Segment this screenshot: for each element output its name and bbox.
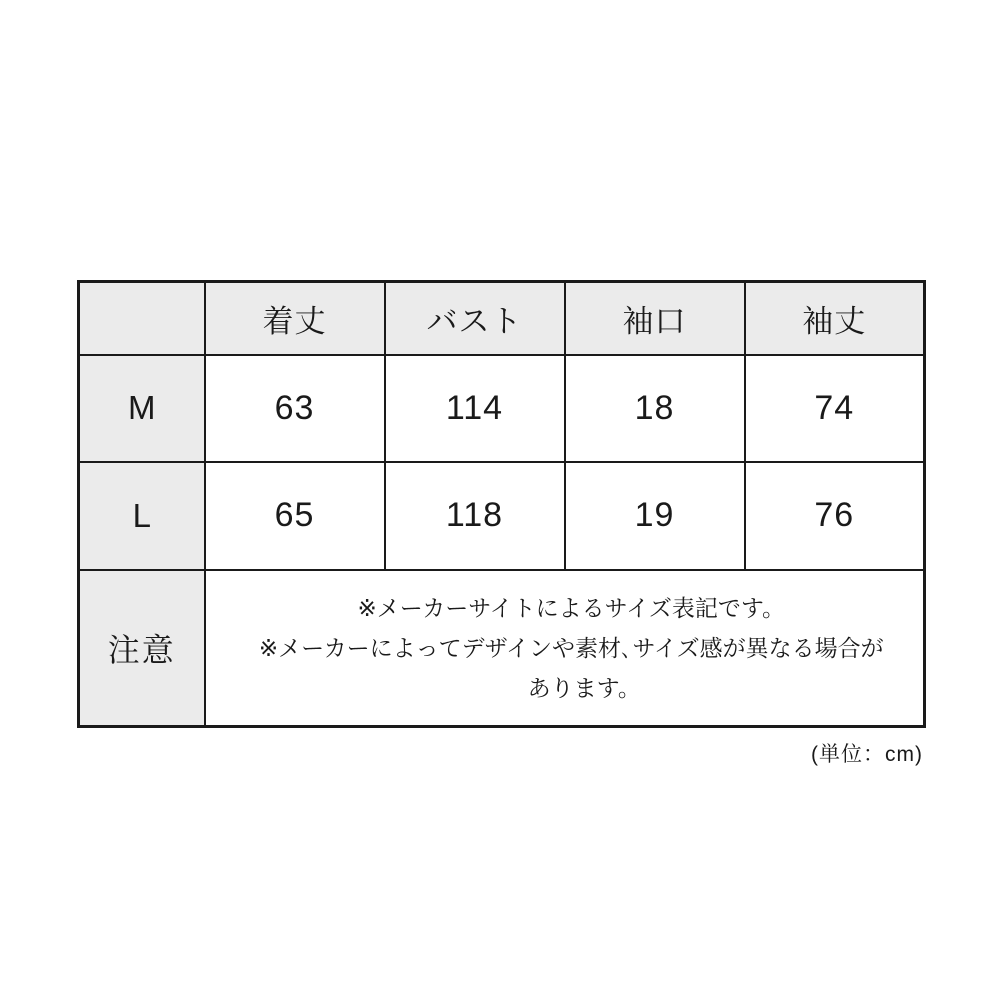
value-m-body-length: 63: [205, 355, 385, 462]
row-label-size-l: L: [79, 462, 205, 570]
value-m-bust: 114: [385, 355, 565, 462]
note-line-2: ※メーカーによってデザインや素材､サイズ感が異なる場合が: [258, 634, 884, 661]
row-label-size-m: M: [79, 355, 205, 462]
value-m-cuff: 18: [565, 355, 745, 462]
value-l-body-length: 65: [205, 462, 385, 570]
note-line-1: ※メーカーサイトによるサイズ表記です。: [357, 594, 786, 621]
value-l-cuff: 19: [565, 462, 745, 570]
corner-cell: [79, 282, 205, 355]
column-header-cuff: 袖口: [565, 282, 745, 355]
header-row: [79, 282, 925, 355]
size-chart-table: [77, 280, 926, 728]
value-l-bust: 118: [385, 462, 565, 570]
table-row-size-l: [79, 462, 925, 570]
table-row-size-m: [79, 355, 925, 462]
note-text-cell: [205, 570, 925, 727]
value-l-sleeve-length: 76: [745, 462, 925, 570]
value-m-sleeve-length: 74: [745, 355, 925, 462]
note-row-label: 注意: [79, 570, 205, 727]
note-row: [79, 570, 925, 727]
unit-caption: (単位：cm): [811, 743, 923, 766]
column-header-body-length: 着丈: [205, 282, 385, 355]
column-header-bust: バスト: [385, 282, 565, 355]
column-header-sleeve-length: 袖丈: [745, 282, 925, 355]
note-line-3: あります。: [527, 674, 641, 701]
